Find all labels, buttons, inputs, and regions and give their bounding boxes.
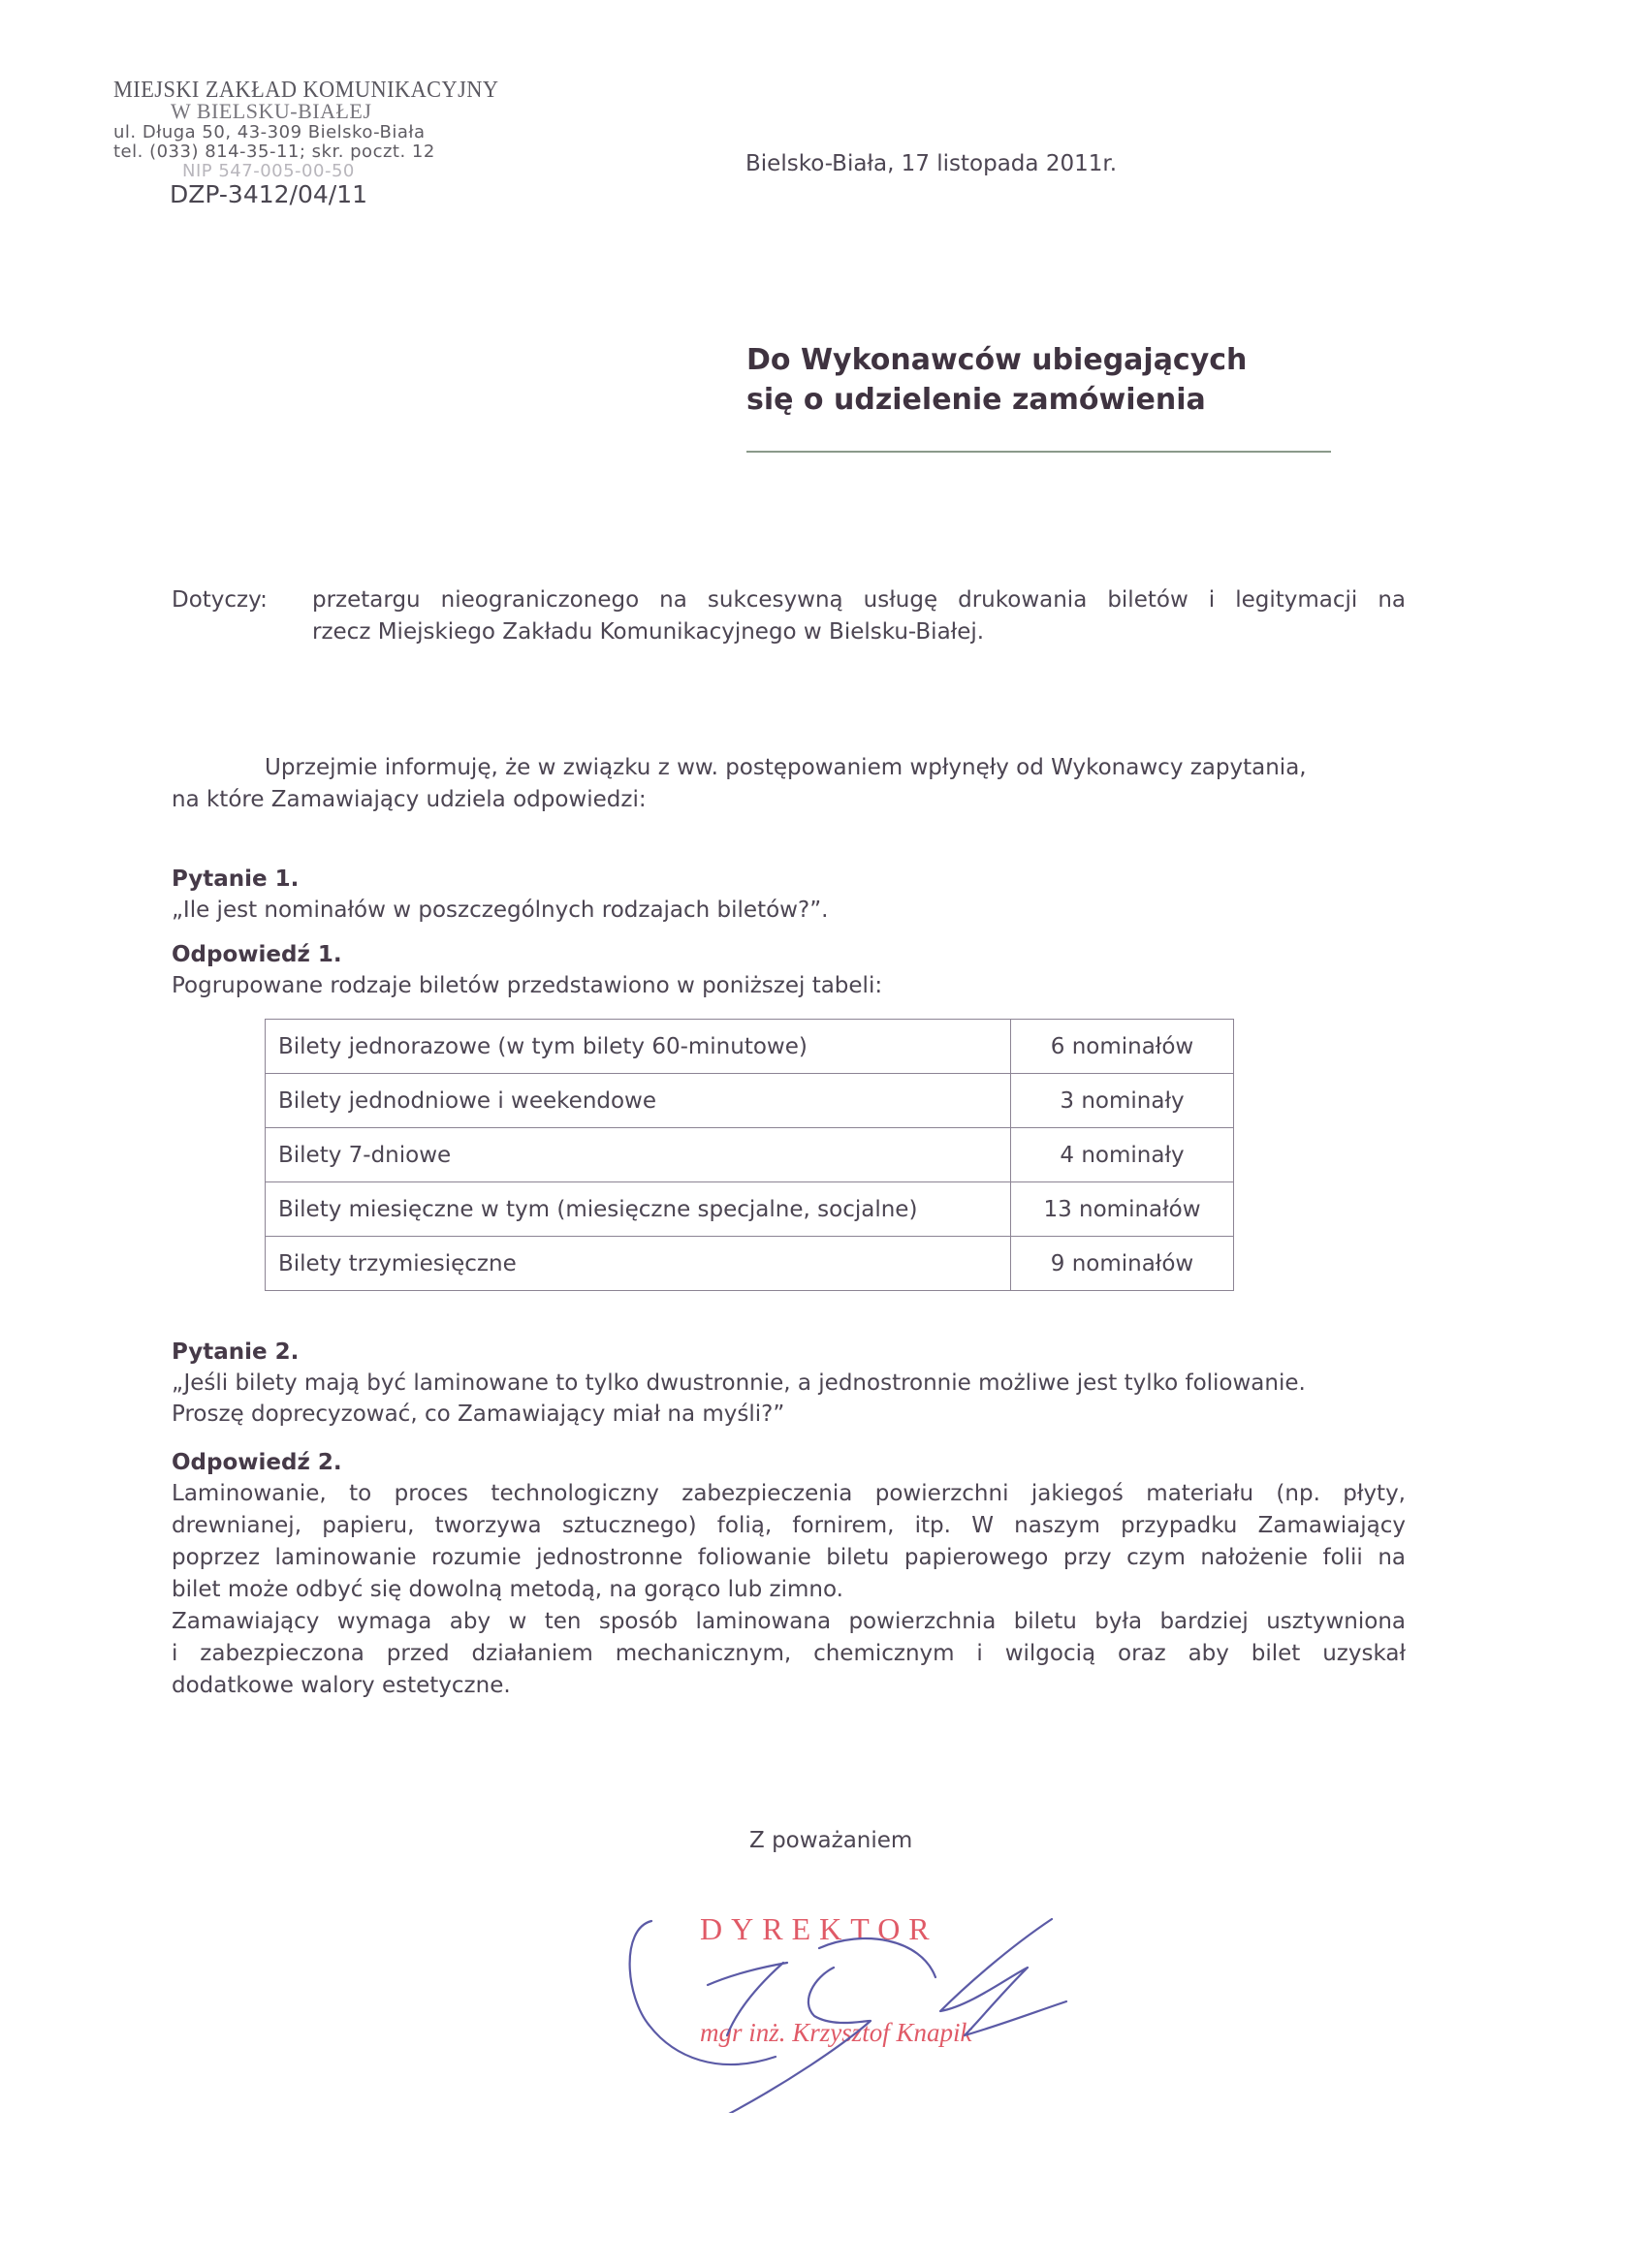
director-stamp-title: DYREKTOR [700,1911,938,1946]
denomination-count-cell: 13 nominałów [1011,1182,1234,1237]
denomination-count-cell: 3 nominały [1011,1074,1234,1128]
table-row [266,1020,1234,1074]
question-1-title: Pytanie 1. [172,866,300,892]
denomination-count-cell: 9 nominałów [1011,1237,1234,1291]
subject-line-2: rzecz Miejskiego Zakładu Komunikacyjnego w Bielsku-Białej. [312,619,985,645]
question-2-line-1: „Jeśli bilety mają być laminowane to tylko dwustronnie, a jednostronnie możliwe jest tylko foliowanie. [172,1370,1306,1396]
table-row [266,1074,1234,1128]
letterhead-nip: NIP 547-005-00-50 [182,161,355,181]
intro-line-1: Uprzejmie informuję, że w związku z ww. postępowaniem wpłynęły od Wykonawcy zapytania, [265,755,1307,780]
answer-1-title: Odpowiedź 1. [172,942,342,967]
answer-2-line: drewnianej, papieru, tworzywa sztucznego) folią, fornirem, itp. W naszym przypadku Zamawiający [172,1513,1406,1538]
letterhead-address: ul. Długa 50, 43-309 Bielsko-Biała [113,122,426,142]
closing-salutation: Z poważaniem [749,1828,913,1853]
table-row [266,1237,1234,1291]
ticket-type-cell: Bilety 7-dniowe [266,1128,1011,1182]
answer-2-line: dodatkowe walory estetyczne. [172,1673,511,1698]
question-2-line-2: Proszę doprecyzować, co Zamawiający miał na myśli?” [172,1402,785,1427]
date-line: Bielsko-Biała, 17 listopada 2011r. [745,151,1118,176]
answer-2-line: i zabezpieczona przed działaniem mechanicznym, chemicznym i wilgocią oraz aby bilet uzyskał [172,1641,1406,1666]
addressee-line-2: się o udzielenie zamówienia [746,383,1206,417]
question-1-text: „Ile jest nominałów w poszczególnych rodzajach biletów?”. [172,898,829,923]
table-row [266,1182,1234,1237]
handwritten-signature-icon [582,1803,1163,2113]
table-row [266,1128,1234,1182]
answer-2-line: poprzez laminowanie rozumie jednostronne foliowanie biletu papierowego przy czym nałożenie folii na [172,1545,1406,1570]
director-stamp-name: mgr inż. Krzysztof Knapik [700,2018,972,2047]
letterhead-phone: tel. (033) 814-35-11; skr. poczt. 12 [113,142,435,162]
subject-label: Dotyczy: [172,587,268,613]
reference-number: DZP-3412/04/11 [170,180,368,208]
intro-line-2: na które Zamawiający udziela odpowiedzi: [172,787,647,812]
answer-2-line: Zamawiający wymaga aby w ten sposób laminowana powierzchnia biletu była bardziej usztywniona [172,1609,1406,1634]
addressee-line-1: Do Wykonawców ubiegających [746,343,1248,377]
ticket-type-cell: Bilety miesięczne w tym (miesięczne specjalne, socjalne) [266,1182,1011,1237]
addressee-underline [746,451,1331,453]
subject-line-1: przetargu nieograniczonego na sukcesywną usługę drukowania biletów i legitymacji na [312,587,1406,613]
ticket-type-cell: Bilety trzymiesięczne [266,1237,1011,1291]
question-2-title: Pytanie 2. [172,1339,300,1365]
answer-2-line: Laminowanie, to proces technologiczny zabezpieczenia powierzchni jakiegoś materiału (np. płyty, [172,1481,1406,1506]
letterhead-city: W BIELSKU-BIAŁEJ [171,99,372,123]
letterhead-org-name: MIEJSKI ZAKŁAD KOMUNIKACYJNY [113,78,499,103]
ticket-denominations-table [265,1019,1234,1291]
ticket-type-cell: Bilety jednorazowe (w tym bilety 60-minutowe) [266,1020,1011,1074]
denomination-count-cell: 4 nominały [1011,1128,1234,1182]
denomination-count-cell: 6 nominałów [1011,1020,1234,1074]
answer-2-line: bilet może odbyć się dowolną metodą, na gorąco lub zimno. [172,1577,843,1602]
answer-2-title: Odpowiedź 2. [172,1450,342,1475]
ticket-type-cell: Bilety jednodniowe i weekendowe [266,1074,1011,1128]
answer-1-text: Pogrupowane rodzaje biletów przedstawiono w poniższej tabeli: [172,973,883,998]
